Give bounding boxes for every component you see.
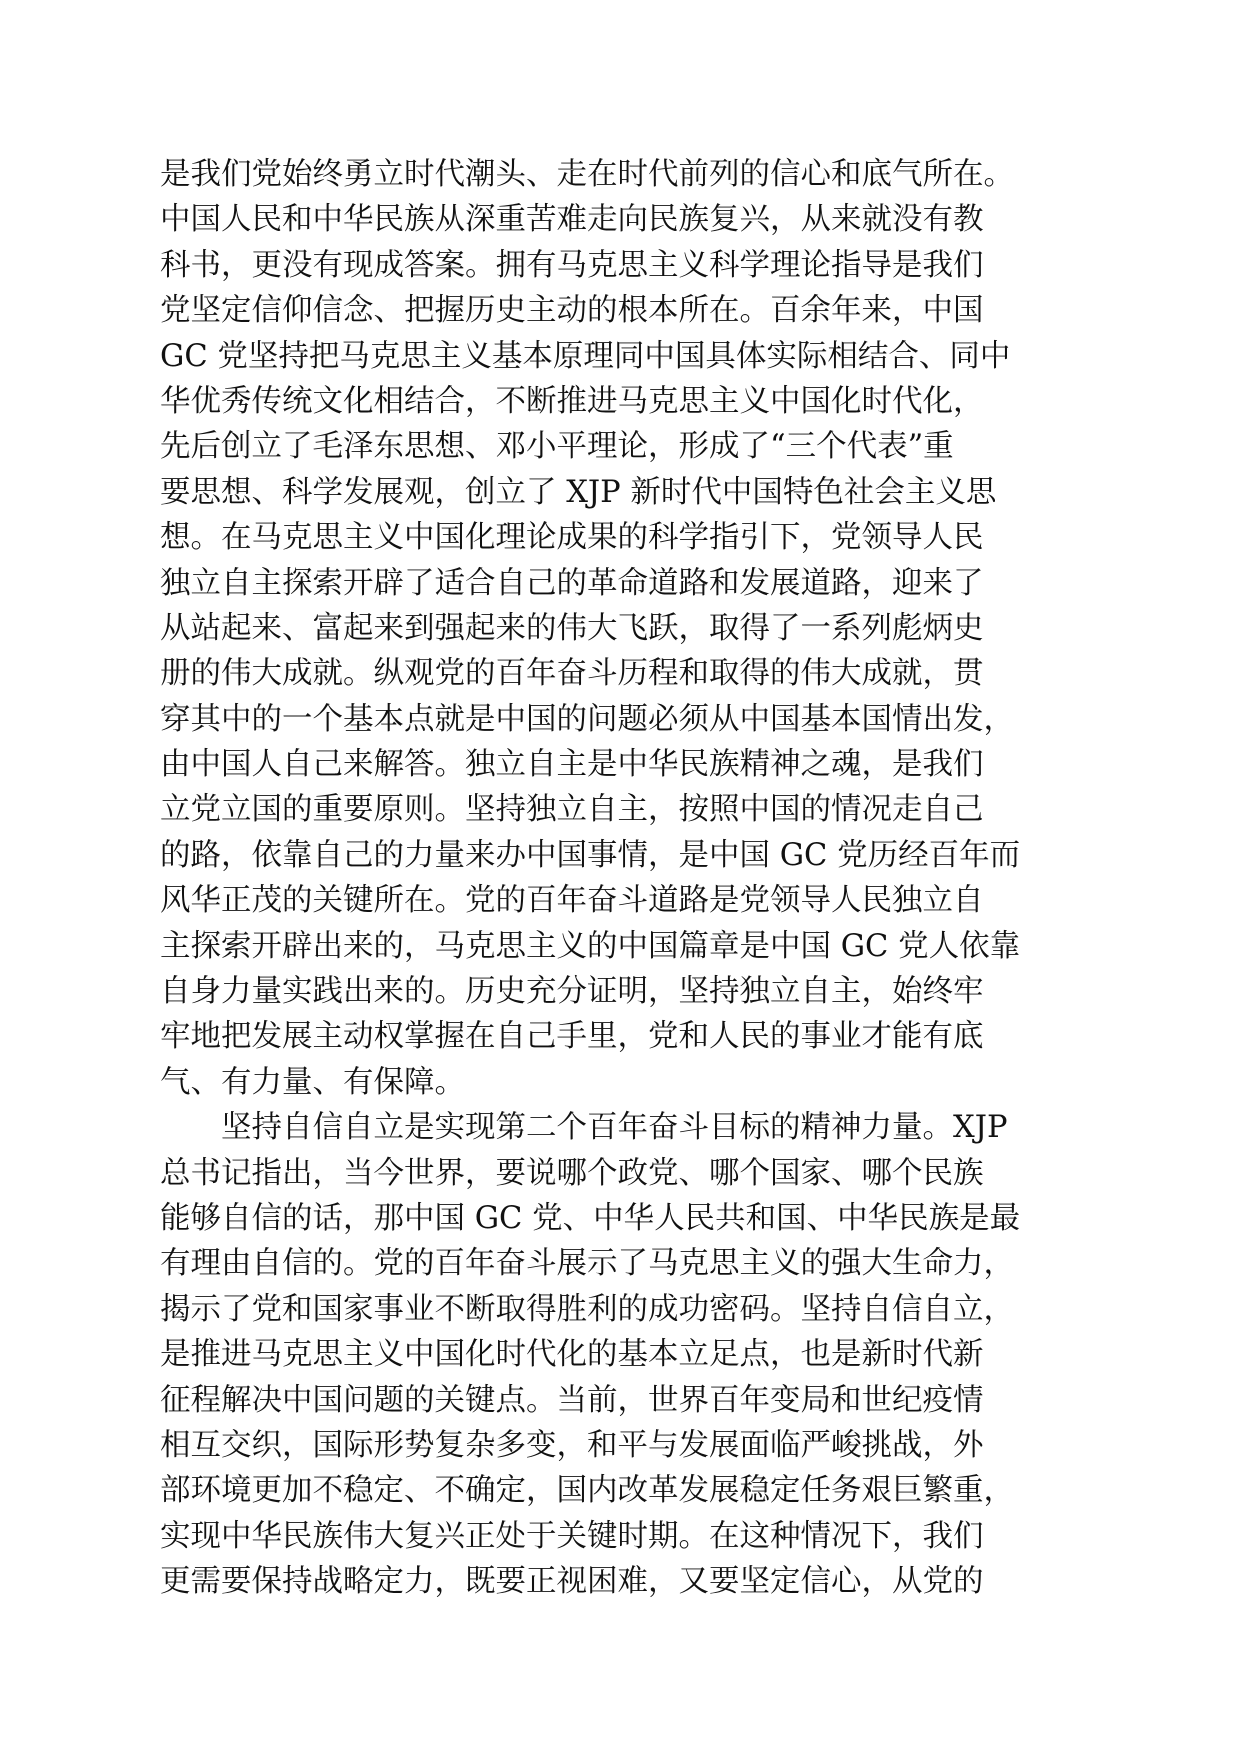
text-line-2: 中国人民和中华民族从深重苦难走向民族复兴，从来就没有教 xyxy=(160,202,984,238)
text-line-21: 气、有力量、有保障。 xyxy=(160,1064,465,1100)
text-line-30: 部环境更加不稳定、不确定，国内改革发展稳定任务艰巨繁重， xyxy=(160,1473,1014,1509)
text-line-26: 揭示了党和国家事业不断取得胜利的成功密码。坚持自信自立， xyxy=(160,1291,1014,1327)
text-line-24: 能够自信的话，那中国 GC 党、中华人民共和国、中华民族是最 xyxy=(160,1200,1021,1236)
text-line-29: 相互交织，国际形势复杂多变，和平与发展面临严峻挑战，外 xyxy=(160,1427,984,1463)
text-line-6: 华优秀传统文化相结合，不断推进马克思主义中国化时代化， xyxy=(160,383,984,419)
text-line-19: 自身力量实践出来的。历史充分证明，坚持独立自主，始终牢 xyxy=(160,974,984,1010)
paragraph-start-line: 坚持自信自立是实现第二个百年奋斗目标的精神力量。XJP xyxy=(221,1110,1008,1146)
text-line-4: 党坚定信仰信念、把握历史主动的根本所在。百余年来，中国 xyxy=(160,293,984,329)
text-line-11: 从站起来、富起来到强起来的伟大飞跃，取得了一系列彪炳史 xyxy=(160,610,984,646)
text-line-28: 征程解决中国问题的关键点。当前，世界百年变局和世纪疫情 xyxy=(160,1382,984,1418)
text-line-27: 是推进马克思主义中国化时代化的基本立足点，也是新时代新 xyxy=(160,1337,984,1373)
text-line-16: 的路，依靠自己的力量来办中国事情，是中国 GC 党历经百年而 xyxy=(160,837,1021,873)
text-line-20: 牢地把发展主动权掌握在自己手里，党和人民的事业才能有底 xyxy=(160,1019,984,1055)
text-line-3: 科书，更没有现成答案。拥有马克思主义科学理论指导是我们 xyxy=(160,247,984,283)
text-line-10: 独立自主探索开辟了适合自己的革命道路和发展道路，迎来了 xyxy=(160,565,984,601)
text-line-15: 立党立国的重要原则。坚持独立自主，按照中国的情况走自己 xyxy=(160,792,984,828)
text-line-23: 总书记指出，当今世界，要说哪个政党、哪个国家、哪个民族 xyxy=(160,1155,984,1191)
text-line-31: 实现中华民族伟大复兴正处于关键时期。在这种情况下，我们 xyxy=(160,1518,984,1554)
text-line-1: 是我们党始终勇立时代潮头、走在时代前列的信心和底气所在。 xyxy=(160,157,1014,192)
text-line-7: 先后创立了毛泽东思想、邓小平理论，形成了“三个代表”重 xyxy=(160,429,954,465)
text-line-25: 有理由自信的。党的百年奋斗展示了马克思主义的强大生命力， xyxy=(160,1246,1014,1282)
text-line-18: 主探索开辟出来的，马克思主义的中国篇章是中国 GC 党人依靠 xyxy=(160,928,1021,964)
text-line-14: 由中国人自己来解答。独立自主是中华民族精神之魂，是我们 xyxy=(160,747,984,783)
text-line-5: GC 党坚持把马克思主义基本原理同中国具体实际相结合、同中 xyxy=(160,338,1011,374)
text-line-9: 想。在马克思主义中国化理论成果的科学指引下，党领导人民 xyxy=(160,520,984,556)
text-line-13: 穿其中的一个基本点就是中国的问题必须从中国基本国情出发， xyxy=(160,701,1014,737)
body-text xyxy=(160,152,1100,1605)
text-line-17: 风华正茂的关键所在。党的百年奋斗道路是党领导人民独立自 xyxy=(160,883,984,919)
text-line-32: 更需要保持战略定力，既要正视困难，又要坚定信心，从党的 xyxy=(160,1564,984,1600)
text-line-12: 册的伟大成就。纵观党的百年奋斗历程和取得的伟大成就，贯 xyxy=(160,656,984,692)
text-line-8: 要思想、科学发展观，创立了 XJP 新时代中国特色社会主义思 xyxy=(160,474,997,510)
